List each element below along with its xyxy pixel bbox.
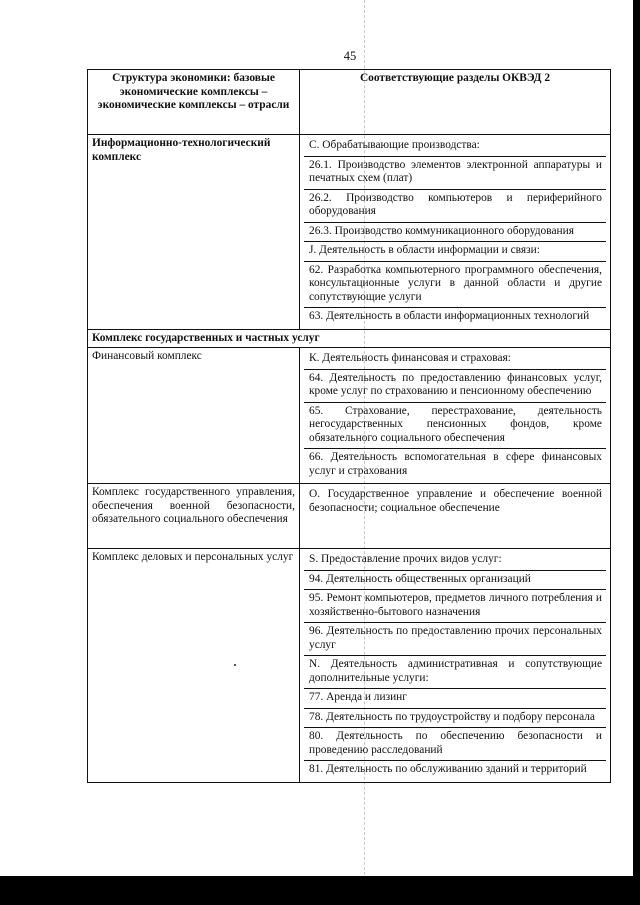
scan-speck [234, 664, 236, 666]
group-row [88, 329, 611, 348]
okved-entry: 95. Ремонт компьютеров, предметов личного потребления и хозяйственно-бытового назначения [304, 590, 606, 623]
okved-entry: 26.2. Производство компьютеров и периферийного оборудования [304, 190, 606, 223]
okved-entry: 96. Деятельность по предоставлению прочих персональных услуг [304, 623, 606, 656]
okved-entry: N. Деятельность административная и сопутствующие дополнительные услуги: [304, 656, 606, 689]
okved-entry: 81. Деятельность по обслуживанию зданий и территорий [309, 763, 587, 775]
okved-table [87, 69, 611, 783]
okved-entry: О. Государственное управление и обеспечение военной безопасности; социальное обеспечение [309, 488, 602, 514]
complex-name: Финансовый комплекс [88, 348, 300, 484]
okved-sections [300, 135, 611, 330]
table-row [88, 484, 611, 549]
group-title: Комплекс государственных и частных услуг [88, 329, 611, 348]
okved-entry: К. Деятельность финансовая и страховая: [304, 350, 606, 370]
table-row [88, 135, 611, 330]
table-row [88, 549, 611, 783]
okved-entry: С. Обрабатывающие производства: [304, 137, 606, 157]
okved-entry: 64. Деятельность по предоставлению финансовых услуг, кроме услуг по страхованию и пенсионному обеспечению [304, 370, 606, 403]
complex-name: Комплекс государственного управления, обеспечения военной безопасности, обязательного социального обеспечения [88, 484, 300, 549]
okved-entry: S. Предоставление прочих видов услуг: [304, 551, 606, 571]
okved-entry: 77. Аренда и лизинг [304, 689, 606, 709]
okved-entry: 94. Деятельность общественных организаций [304, 571, 606, 591]
scan-bottom-edge [0, 876, 640, 905]
okved-entry: 26.3. Производство коммуникационного оборудования [304, 223, 606, 243]
okved-entry: 80. Деятельность по обеспечению безопасности и проведению расследований [304, 728, 606, 761]
okved-entry: J. Деятельность в области информации и связи: [304, 242, 606, 262]
okved-sections [300, 549, 611, 783]
okved-sections [300, 348, 611, 484]
okved-entry: 66. Деятельность вспомогательная в сфере финансовых услуг и страхования [309, 451, 602, 477]
okved-entry: 65. Страхование, перестрахование, деятельность негосударственных пенсионных фондов, кроме обязательного социального обеспечения [304, 403, 606, 450]
complex-name: Комплекс деловых и персональных услуг [88, 549, 300, 783]
okved-entry: 26.1. Производство элементов электронной аппаратуры и печатных схем (плат) [304, 157, 606, 190]
header-okved: Соответствующие разделы ОКВЭД 2 [300, 70, 611, 135]
complex-name: Информационно-технологический комплекс [88, 135, 300, 330]
header-structure: Структура экономики: базовые экономические комплексы – экономические комплексы – отрасли [88, 70, 300, 135]
okved-entry: 63. Деятельность в области информационных технологий [309, 310, 590, 322]
table-header-row [88, 70, 611, 135]
okved-sections [300, 484, 611, 549]
scan-right-edge [633, 0, 640, 905]
page-number: 45 [343, 49, 357, 63]
okved-entry: 62. Разработка компьютерного программного обеспечения, консультационные услуги в данной области и другие сопутствующие услуги [304, 262, 606, 309]
okved-entry: 78. Деятельность по трудоустройству и подбору персонала [304, 709, 606, 729]
table-row [88, 348, 611, 484]
